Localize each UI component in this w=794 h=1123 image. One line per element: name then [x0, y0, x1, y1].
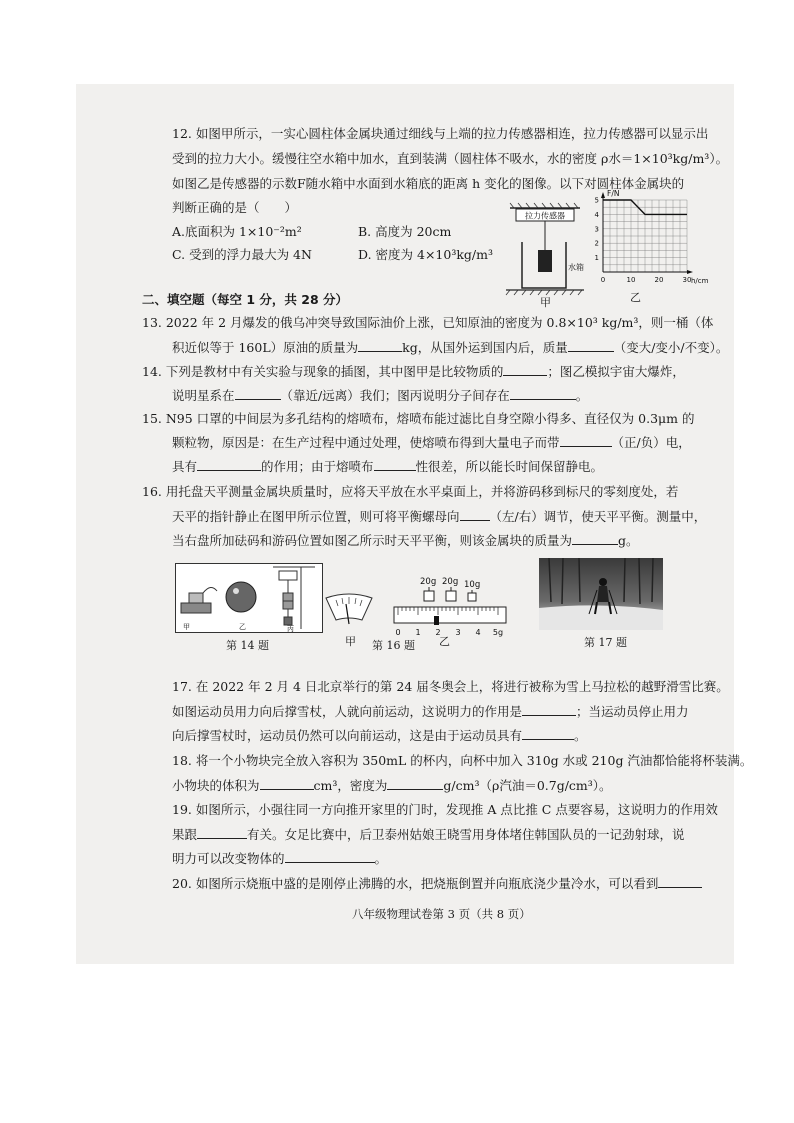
metal-cylinder	[538, 250, 552, 272]
q19-line1: 19. 如图所示，小强往同一方向推开家里的门时，发现推 A 点比推 C 点要容易，这说明力的作用效	[172, 802, 718, 817]
fig14-label-bing: 丙	[287, 625, 294, 633]
q12-option-d: D. 密度为 4×10³kg/m³	[358, 247, 493, 262]
y-tick-label: 4	[594, 210, 599, 219]
section-title: 二、填空题（每空 1 分，共 28 分）	[142, 292, 349, 307]
q12-line2: 受到的拉力大小。缓慢往空水箱中加水，直到装满（圆柱体不吸水，水的密度 ρ水＝1×10³kg/m³）。	[172, 151, 729, 166]
q12-option-a: A.底面积为 1×10⁻²m²	[172, 224, 302, 239]
scale-label: 1	[415, 628, 421, 637]
fig14-caption: 第 14 题	[226, 639, 269, 652]
q15-blank-2[interactable]	[197, 458, 261, 471]
fig17-caption: 第 17 题	[584, 636, 627, 649]
scale-label: 2	[435, 628, 441, 637]
q17-blank-2[interactable]	[522, 727, 574, 740]
exam-page	[76, 84, 753, 964]
sensor-label: 拉力传感器	[525, 211, 565, 221]
weight-icon	[468, 593, 476, 601]
block-icon	[181, 603, 211, 613]
q13-line1: 13. 2022 年 2 月爆发的俄乌冲突导致国际油价上涨，已知原油的密度为 0.8×10³ kg/m³，则一桶（体	[142, 315, 714, 330]
q16-blank-2[interactable]	[572, 532, 618, 545]
q17-line1: 17. 在 2022 年 2 月 4 日北京举行的第 24 届冬奥会上，将进行被称为雪上马拉松的越野滑雪比赛。	[172, 679, 729, 694]
page-footer: 八年级物理试卷第 3 页（共 8 页）	[352, 907, 531, 921]
fig16-caption: 第 16 题	[372, 639, 415, 652]
q15-blank-3[interactable]	[374, 458, 416, 471]
figure-q16-jia	[322, 592, 376, 636]
y-tick-label: 5	[594, 196, 599, 205]
q17-blank-1[interactable]	[522, 703, 576, 716]
weight-icon	[446, 591, 456, 601]
q13-line2: 积近似等于 160L）原油的质量为 kg，从国外运到国内后，质量 （变大/变小/不变）。	[172, 340, 729, 355]
weight-label-2: 20g	[442, 577, 459, 587]
q15-blank-1[interactable]	[560, 434, 612, 447]
q12-line1: 12. 如图甲所示，一实心圆柱体金属块通过细线与上端的拉力传感器相连，拉力传感器可以显示出	[172, 126, 709, 141]
fig14-label-jia: 甲	[183, 623, 190, 631]
q19-line3: 明力可以改变物体的 。	[172, 851, 388, 866]
figure-sensor-tank	[502, 202, 588, 302]
fig16-yi-label: 乙	[439, 635, 450, 648]
figure-q16-yi	[390, 574, 510, 640]
q14-line2: 说明星系在 （靠近/远离）我们；图丙说明分子间存在 。	[172, 388, 589, 403]
x-axis-label: h/cm	[691, 277, 709, 285]
q18-line2: 小物块的体积为 cm³，密度为 g/cm³（ρ汽油＝0.7g/cm³）。	[172, 778, 612, 793]
balloon-icon	[226, 582, 256, 612]
q20-blank-1[interactable]	[658, 875, 702, 888]
fig16-jia-label: 甲	[345, 635, 356, 648]
weight-label-1: 20g	[420, 577, 437, 587]
weight-icon	[424, 591, 434, 601]
figure-yi-label: 乙	[630, 291, 641, 304]
q15-line1: 15. N95 口罩的中间层为多孔结构的熔喷布，熔喷布能过滤比自身空隙小得多、直径仅为 0.3μm 的	[142, 411, 695, 426]
q17-line2: 如图运动员用力向后撑雪杖，人就向前运动，这说明力的作用是 ；当运动员停止用力	[172, 704, 689, 719]
q18-blank-volume[interactable]	[260, 777, 314, 790]
y-tick-label: 3	[594, 225, 599, 234]
q20-line1: 20. 如图所示烧瓶中盛的是刚停止沸腾的水，把烧瓶倒置并向瓶底浇少量冷水，可以看到	[172, 875, 702, 892]
skier-icon	[599, 578, 607, 586]
q18-blank-density[interactable]	[387, 777, 443, 790]
q19-line2: 果跟 有关。女足比赛中，后卫泰州姑娘王晓雪用身体堵住韩国队员的一记劲射球，说	[172, 827, 685, 842]
figure-q14	[175, 563, 323, 633]
figure-q17-photo	[539, 558, 663, 630]
scale-label: 0	[395, 628, 401, 637]
scale-label: 4	[475, 628, 481, 637]
y-tick-label: 1	[594, 254, 599, 263]
q14-blank-2[interactable]	[235, 387, 281, 400]
q15-line3: 具有 的作用；由于熔喷布 性很差，所以能长时间保留静电。	[172, 459, 604, 474]
figure-jia-label: 甲	[540, 296, 551, 309]
force-height-chart	[589, 186, 711, 298]
q14-blank-1[interactable]	[503, 363, 547, 376]
scale-label: 5g	[492, 628, 504, 637]
chart-grid	[603, 200, 687, 272]
q12-line4: 判断正确的是（ ）	[172, 200, 298, 215]
rider-marker	[434, 616, 439, 625]
x-tick-label: 10	[626, 276, 636, 284]
x-tick-label: 30	[682, 276, 692, 284]
q16-line3: 当右盘所加砝码和游码位置如图乙所示时天平平衡，则该金属块的质量为 g。	[172, 533, 639, 548]
q12-line3: 如图乙是传感器的示数F随水箱中水面到水箱底的距离 h 变化的图像。以下对圆柱体金属块的	[172, 176, 685, 191]
y-axis-label: F/N	[607, 189, 620, 198]
q16-blank-1[interactable]	[460, 508, 490, 521]
q19-blank-1[interactable]	[197, 826, 247, 839]
q14-line1: 14. 下列是教材中有关实验与现象的插图，其中图甲是比较物质的 ；图乙模拟宇宙大爆炸，	[142, 364, 685, 379]
scale-label: 3	[455, 628, 461, 637]
y-tick-label: 2	[594, 239, 599, 248]
tank-label: 水箱	[568, 263, 584, 272]
q19-blank-2[interactable]	[285, 850, 375, 863]
fig14-label-yi: 乙	[239, 623, 246, 631]
q15-line2: 颗粒物，原因是：在生产过程中通过处理，使熔喷布得到大量电子而带 （正/负）电，	[172, 435, 691, 450]
q13-blank-change[interactable]	[568, 339, 614, 352]
q16-line2: 天平的指针静止在图甲所示位置，则可将平衡螺母向 （左/右）调节，使天平平衡。测量中，	[172, 509, 707, 524]
q17-line3: 向后撑雪杖时，运动员仍然可以向前运动，这是由于运动员具有 。	[172, 728, 587, 743]
q18-line1: 18. 将一个小物块完全放入容积为 350mL 的杯内，向杯中加入 310g 水或 210g 汽油都恰能将杯装满。	[172, 753, 753, 768]
q13-blank-mass[interactable]	[358, 339, 402, 352]
x-tick-label: 20	[654, 276, 664, 284]
q12-option-c: C. 受到的浮力最大为 4N	[172, 247, 312, 262]
q16-line1: 16. 用托盘天平测量金属块质量时，应将天平放在水平桌面上，并将游码移到标尺的零刻度处，若	[142, 484, 679, 499]
weight-label-3: 10g	[464, 580, 481, 590]
q14-blank-3[interactable]	[510, 387, 576, 400]
q12-option-b: B. 高度为 20cm	[358, 224, 452, 239]
x-tick-label: 0	[600, 276, 606, 284]
